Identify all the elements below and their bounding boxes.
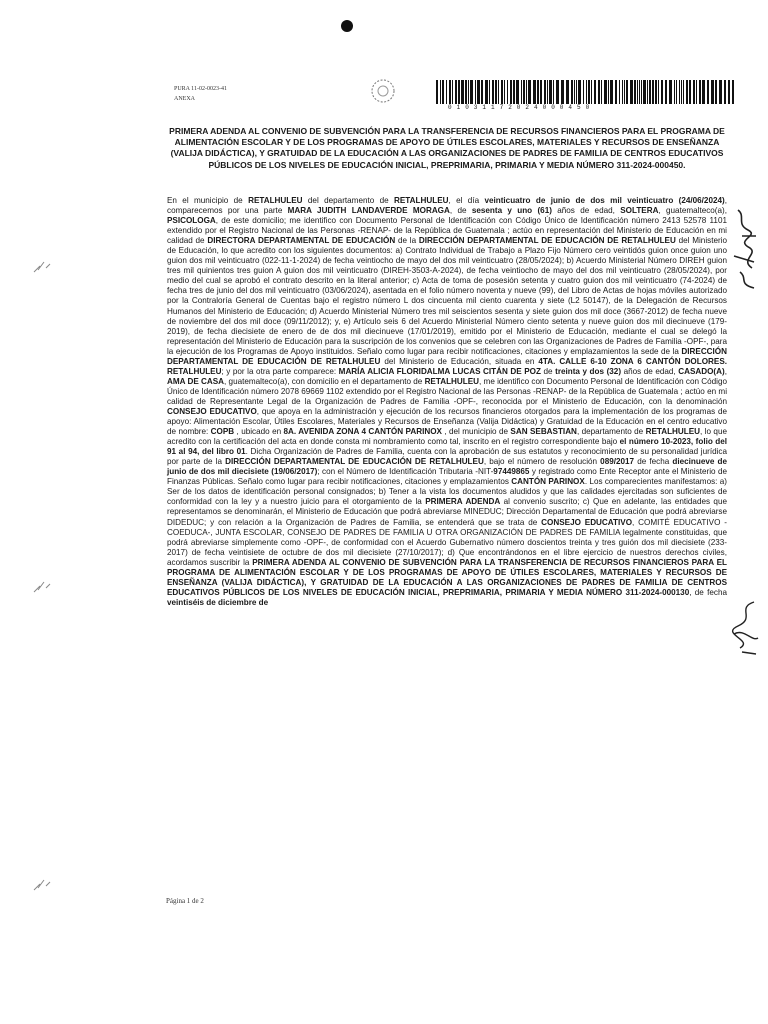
barcode-bar [679,80,680,104]
barcode-bar [458,80,460,104]
barcode-bar [537,80,539,104]
barcode-bar [652,80,654,104]
barcode-bar [699,80,701,104]
barcode-bar [547,80,548,104]
barcode-bar [615,80,617,104]
margin-mark [32,578,54,596]
barcode-bar [665,80,667,104]
barcode-bar [674,80,675,104]
barcode-bar [634,80,636,104]
barcode-bar [643,80,646,104]
barcode-bar [661,80,663,104]
barcode-bar [639,80,640,104]
barcode-bar [523,80,525,104]
barcode-bar [591,80,592,104]
document-code: PURA 11-02-0023-41 [174,86,227,92]
barcode-bar [481,80,483,104]
barcode-bar [576,80,577,104]
annex-label: ANEXA [174,96,195,102]
barcode-bar [601,80,602,104]
barcode-bar [622,80,623,104]
margin-signature-top [728,206,762,292]
barcode-bar [711,80,714,104]
barcode-image [436,80,736,106]
document-title: PRIMERA ADENDA AL CONVENIO DE SUBVENCIÓN PARA LA TRANSFERENCIA DE RECURSOS FINANCIEROS PARA EL PROGRAMA DE ALIMENTACIÓN ESCOLAR Y DE LOS PROGRAMAS DE APOYO DE ÚTILES ESCOLARES, MATERIALES Y RECURSOS DE ENSEÑANZA (VALIJA DIDÁCTICA), Y GRATUIDAD DE LA EDUCACIÓN A LAS ORGANIZACIONES DE PADRES DE FAMILIA DE CENTROS EDUCATIVOS PÚBLICOS DE LOS NIVELES DE EDUCACIÓN INICIAL, PREPRIMARIA, PRIMARIA Y MEDIA NÚMERO 311-2024-000450. [169,126,725,170]
barcode-bar [681,80,682,104]
barcode-bar [693,80,695,104]
barcode-bar [669,80,672,104]
document-body [167,196,727,608]
barcode-bar [553,80,554,104]
barcode-bar [724,80,726,104]
barcode-bar [626,80,628,104]
barcode-bar [516,80,519,104]
barcode-bar [528,80,531,104]
barcode-bar [583,80,584,104]
barcode-bar [470,80,473,104]
seal-icon [370,78,396,104]
barcode-bar [658,80,659,104]
barcode-bar [566,80,569,104]
barcode-bar [689,80,691,104]
barcode-bar [641,80,642,104]
barcode-bar [452,80,453,104]
margin-mark [32,876,54,894]
margin-mark [32,258,54,276]
barcode-bar [719,80,722,104]
barcode-bar [588,80,590,104]
barcode-bar [619,80,620,104]
barcode-bar [461,80,464,104]
barcode-bar [442,80,444,104]
page-number: Página 1 de 2 [166,897,204,905]
barcode-bar [647,80,648,104]
barcode-bar [501,80,503,104]
barcode-bar [468,80,469,104]
barcode-bar [436,80,438,104]
barcode-bar [715,80,717,104]
barcode-bar [649,80,651,104]
barcode-bar [683,80,684,104]
barcode-bar [571,80,573,104]
barcode-bar [686,80,688,104]
barcode-bar [492,80,494,104]
barcode-bar [510,80,512,104]
barcode-bar [540,80,542,104]
barcode-bar [513,80,515,104]
barcode-bar [477,80,480,104]
barcode-bar [475,80,476,104]
barcode-bar [485,80,488,104]
ink-dot-mark [341,20,353,32]
barcode-bar [624,80,625,104]
barcode-bar [630,80,633,104]
barcode-bar [578,80,581,104]
barcode-bar [533,80,536,104]
barcode-number: 01031172024000450 [448,104,595,111]
margin-signature-bottom [730,598,760,658]
barcode-bar [544,80,546,104]
barcode-bar [556,80,559,104]
barcode-bar [676,80,677,104]
barcode-bar [598,80,600,104]
barcode-bar [495,80,497,104]
barcode-bar [702,80,705,104]
barcode-bar [594,80,596,104]
barcode-bar [440,80,441,104]
barcode-bar [574,80,575,104]
barcode-bar [604,80,607,104]
barcode-bar [728,80,730,104]
barcode-bar [504,80,505,104]
barcode-bar [637,80,638,104]
barcode-bar [586,80,587,104]
barcode-bar [610,80,613,104]
barcode-bar [707,80,709,104]
barcode-bar [449,80,451,104]
barcode-bar [489,80,490,104]
barcode-bar [465,80,467,104]
barcode-bar [507,80,508,104]
barcode-bar [498,80,499,104]
barcode-bar [549,80,552,104]
document-header-left [174,84,227,104]
barcode-bar [561,80,564,104]
body-paragraph: En el municipio de RETALHULEU del departamento de RETALHULEU, el día veinticuatro de junio de dos mil veinticuatro (24/06/2024), comparecemos por una parte MARA JUDITH LANDAVERDE MORAGA, de sesenta y uno (61) años de edad, SOLTERA, guatemalteco(a), PSICOLOGA, de este domicilio; me identifico con Documento Personal de Identificación con Código Único de Identificación número 2413 52578 1101 extendido por el Registro Nacional de las Personas -RENAP- de la República de Guatemala ; actúo en representación del Ministerio de Educación en mi calidad de DIRECTORA DEPARTAMENTAL DE EDUCACIÓN de la DIRECCIÓN DEPARTAMENTAL DE EDUCACIÓN DE RETALHULEU del Ministerio de Educación, lo que acredito con los siguientes documentos: a) Contrato Individual de Trabajo a Plazo Fijo Número cero veintidós guion once guion uno guion dos mil veinticuatro (022-11-1-2024) de fecha veintiocho de mayo del dos mil veinticuatro (28/05/2024); b) Acuerdo Ministerial Número DIREH guion tres mil quinientos tres guion A guion dos mil veinticuatro (DIREH-3503-A-2024), de fecha veintiocho de mayo del dos mil veinticuatro (28/05/2024), por medio del cual se aprobó el contrato descrito en la literal anterior; c) Acta de toma de posesión setenta y cuatro guion dos mil veinticuatro (74-2024) de fecha tres de junio del dos mil veinticuatro (03/06/2024), asentada en el folio número noventa y nueve (99), del Libro de Actas de hojas móviles autorizado por la Contraloría General de Cuentas bajo el registro número L dos cincuenta mil ciento cuarenta y siete (L2 50147), de la Delegación de Recursos Humanos del Ministerio de Educación; d) Acuerdo Ministerial Número tres mil seiscientos sesenta y siete guion dos mil doce (3667-2012) de fecha nueve de noviembre del dos mil doce (09/11/2012); y, e) Artículo seis 6 del Acuerdo Ministerial Número ciento setenta y nueve guion dos mil diecinueve (179-2019), de fecha diecisiete de enero de de dos mil diecinueve (17/01/2019), emitido por el Ministerio de Educación, mediante el cual se delegó la representación del Ministerio de Educación para la suscripción de los convenios que se celebren con las Organizaciones de Padres de Familia -OPF-, para la ejecución de los Programas de Apoyo instituidos. Señalo como lugar para recibir notificaciones, citaciones y emplazamientos la sede de la DIRECCIÓN DEPARTAMENTAL DE EDUCACIÓN DE RETALHULEU del Ministerio de Educación, situada en 4TA. CALLE 6-10 ZONA 6 CANTÓN DOLORES. RETALHULEU; y por la otra parte comparece: MARÍA ALICIA FLORIDALMA LUCAS CITÁN DE POZ de treinta y dos (32) años de edad, CASADO(A), AMA DE CASA, guatemalteco(a), con domicilio en el departamento de RETALHULEU, me identifico con Documento Personal de Identificación con Código Único de Identificación número 2078 69669 1102 extendido por el Registro Nacional de las Personas -RENAP- de la República de Guatemala ; actúo en mi calidad de Representante Legal de la Organización de Padres de Familia -OPF-, reconocida por el Ministerio de Educación, con la denominación CONSEJO EDUCATIVO, que apoya en la administración y ejecución de los recursos financieros otorgados para la implementación de los programas de apoyo: Alimentación Escolar, Útiles Escolares, Materiales y Recursos de Enseñanza (Valija Didáctica) y Gratuidad de la Educación en el centro educativo de nombre: COPB , ubicado en 8A. AVENIDA ZONA 4 CANTÓN PARINOX , del municipio de SAN SEBASTIAN, departamento de RETALHULEU, lo que acredito con la certificación del acta en donde consta mi nombramiento como tal, inscrito en el registro correspondiente bajo el número 10-2023, folio del 91 al 94, del libro 01. Dicha Organización de Padres de Familia, cuenta con la aprobación de sus estatutos y reconocimiento de su personalidad jurídica por parte de la DIRECCIÓN DEPARTAMENTAL DE EDUCACIÓN DE RETALHULEU, bajo el número de resolución 089/2017 de fecha diecinueve de junio de dos mil diecisiete (19/06/2017); con el Número de Identificación Tributaria -NIT-97449865 y registrado como Ente Receptor ante el Ministerio de Finanzas Públicas. Señalo como lugar para recibir notificaciones, citaciones y emplazamientos CANTÓN PARINOX. Los comparecientes manifestamos: a) Ser de los datos de identificación personal consignados; b) Tener a la vista los documentos aludidos y que las calidades ejercitadas son suficientes de conformidad con la ley y a nuestro juicio para el otorgamiento de la PRIMERA ADENDA al convenio suscrito; c) Que en adelante, las entidades que representamos se denominarán, el Ministerio de Educación que podrá abreviarse MINEDUC; Dirección Departamental de Educación que podrá abreviarse DIDEDUC; y con relación a la Organización de Padres de Familia, se entenderá que se trata de CONSEJO EDUCATIVO, COMITÉ EDUCATIVO -COEDUCA-, JUNTA ESCOLAR, CONSEJO DE PADRES DE FAMILIA U OTRA ORGANIZACIÓN DE PADRES DE FAMILIA legalmente constituidas, que podrá abreviarse simplemente como -OPF-, de conformidad con el Acuerdo Gubernativo número doscientos treinta y tres guión dos mil diecisiete (233-2017) de fecha veintisiete de octubre de dos mil diecisiete (27/10/2017); d) Que encontrándonos en el libre ejercicio de nuestros derechos civiles, acordamos suscribir la PRIMERA ADENDA AL CONVENIO DE SUBVENCIÓN PARA LA TRANSFERENCIA DE RECURSOS FINANCIEROS PARA EL PROGRAMA DE ALIMENTACIÓN ESCOLAR Y DE LOS PROGRAMAS DE APOYO DE ÚTILES ESCOLARES, MATERIALES Y RECURSOS DE ENSEÑANZA (VALIJA DIDÁCTICA), Y GRATUIDAD DE LA EDUCACIÓN A LAS ORGANIZACIONES DE PADRES DE FAMILIA DE CENTROS EDUCATIVOS PÚBLICOS DE LOS NIVELES DE EDUCACIÓN INICIAL, PREPRIMARIA, PRIMARIA Y MEDIA NÚMERO 311-2024-000130, de fecha veintiséis de diciembre de [167,196,728,607]
barcode-bar [608,80,609,104]
barcode-bar [696,80,697,104]
barcode-bar [732,80,734,104]
barcode-bar [655,80,657,104]
barcode-bar [446,80,447,104]
barcode-bar [521,80,522,104]
barcode-bar [526,80,527,104]
barcode-bar [455,80,457,104]
